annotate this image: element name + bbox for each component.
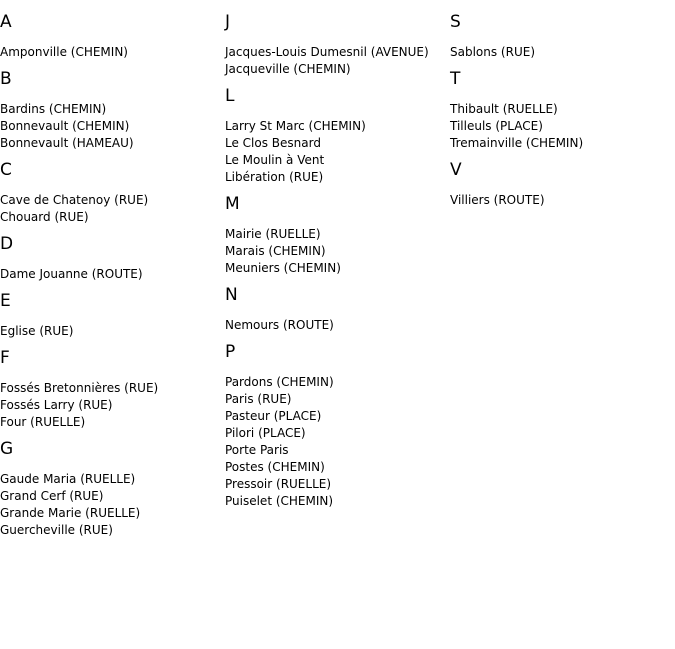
letter-heading: J <box>225 12 231 32</box>
street-item: Dame Jouanne (ROUTE) <box>0 267 143 281</box>
street-list <box>450 101 670 152</box>
street-item: Jacques-Louis Dumesnil (AVENUE) <box>225 45 429 59</box>
letter-heading: C <box>0 160 12 180</box>
letter-group <box>0 69 220 152</box>
street-item: Meuniers (CHEMIN) <box>225 261 341 275</box>
street-list <box>0 44 220 61</box>
street-item: Chouard (RUE) <box>0 210 89 224</box>
street-item: Tilleuls (PLACE) <box>450 119 543 133</box>
street-item: Bonnevault (CHEMIN) <box>0 119 130 133</box>
letter-group <box>225 285 445 334</box>
street-item: Le Moulin à Vent <box>225 153 325 167</box>
street-item: Pasteur (PLACE) <box>225 409 322 423</box>
street-item: Porte Paris <box>225 443 289 457</box>
street-index-column-2 <box>225 12 445 518</box>
street-item: Grande Marie (RUELLE) <box>0 506 141 520</box>
street-item: Bonnevault (HAMEAU) <box>0 136 134 150</box>
street-item: Marais (CHEMIN) <box>225 244 326 258</box>
letter-heading: G <box>0 439 14 459</box>
street-index-column-3 <box>450 12 670 217</box>
letter-group <box>0 439 220 539</box>
street-list <box>450 44 670 61</box>
street-item: Gaude Maria (RUELLE) <box>0 472 136 486</box>
street-item: Mairie (RUELLE) <box>225 227 321 241</box>
street-item: Fossés Larry (RUE) <box>0 398 113 412</box>
street-item: Fossés Bretonnières (RUE) <box>0 381 159 395</box>
street-list <box>225 44 445 78</box>
street-list <box>225 317 445 334</box>
letter-heading: S <box>450 12 461 32</box>
street-item: Amponville (CHEMIN) <box>0 45 128 59</box>
street-item: Pilori (PLACE) <box>225 426 306 440</box>
letter-group <box>225 86 445 186</box>
street-item: Libération (RUE) <box>225 170 324 184</box>
letter-group <box>450 12 670 61</box>
street-item: Puiselet (CHEMIN) <box>225 494 334 508</box>
street-item: Tremainville (CHEMIN) <box>450 136 584 150</box>
letter-heading: E <box>0 291 11 311</box>
letter-heading: B <box>0 69 12 89</box>
street-item: Cave de Chatenoy (RUE) <box>0 193 149 207</box>
letter-heading: F <box>0 348 10 368</box>
street-item: Pressoir (RUELLE) <box>225 477 332 491</box>
letter-group <box>225 194 445 277</box>
street-item: Nemours (ROUTE) <box>225 318 334 332</box>
letter-heading: T <box>450 69 461 89</box>
street-item: Sablons (RUE) <box>450 45 536 59</box>
street-list <box>0 101 220 152</box>
letter-group <box>450 69 670 152</box>
street-index-column-1 <box>0 12 220 547</box>
street-item: Four (RUELLE) <box>0 415 86 429</box>
street-list <box>225 118 445 186</box>
street-item: Paris (RUE) <box>225 392 292 406</box>
street-item: Grand Cerf (RUE) <box>0 489 104 503</box>
letter-group <box>0 348 220 431</box>
letter-group <box>0 234 220 283</box>
street-item: Guercheville (RUE) <box>0 523 113 537</box>
letter-heading: M <box>225 194 240 214</box>
letter-group <box>225 342 445 510</box>
letter-heading: P <box>225 342 236 362</box>
street-list <box>0 380 220 431</box>
street-list <box>225 226 445 277</box>
street-item: Thibault (RUELLE) <box>450 102 558 116</box>
street-item: Jacqueville (CHEMIN) <box>225 62 351 76</box>
letter-group <box>0 12 220 61</box>
letter-heading: V <box>450 160 462 180</box>
letter-group <box>0 160 220 226</box>
street-list <box>0 323 220 340</box>
street-list <box>225 374 445 510</box>
letter-heading: N <box>225 285 238 305</box>
street-item: Eglise (RUE) <box>0 324 74 338</box>
letter-heading: D <box>0 234 14 254</box>
letter-group <box>450 160 670 209</box>
letter-group <box>0 291 220 340</box>
street-list <box>0 192 220 226</box>
street-item: Bardins (CHEMIN) <box>0 102 107 116</box>
letter-heading: L <box>225 86 235 106</box>
street-item: Le Clos Besnard <box>225 136 321 150</box>
letter-group <box>225 12 445 78</box>
street-list <box>0 471 220 539</box>
street-list <box>450 192 670 209</box>
street-item: Pardons (CHEMIN) <box>225 375 334 389</box>
street-item: Villiers (ROUTE) <box>450 193 545 207</box>
street-item: Larry St Marc (CHEMIN) <box>225 119 366 133</box>
letter-heading: A <box>0 12 12 32</box>
street-list <box>0 266 220 283</box>
street-item: Postes (CHEMIN) <box>225 460 325 474</box>
